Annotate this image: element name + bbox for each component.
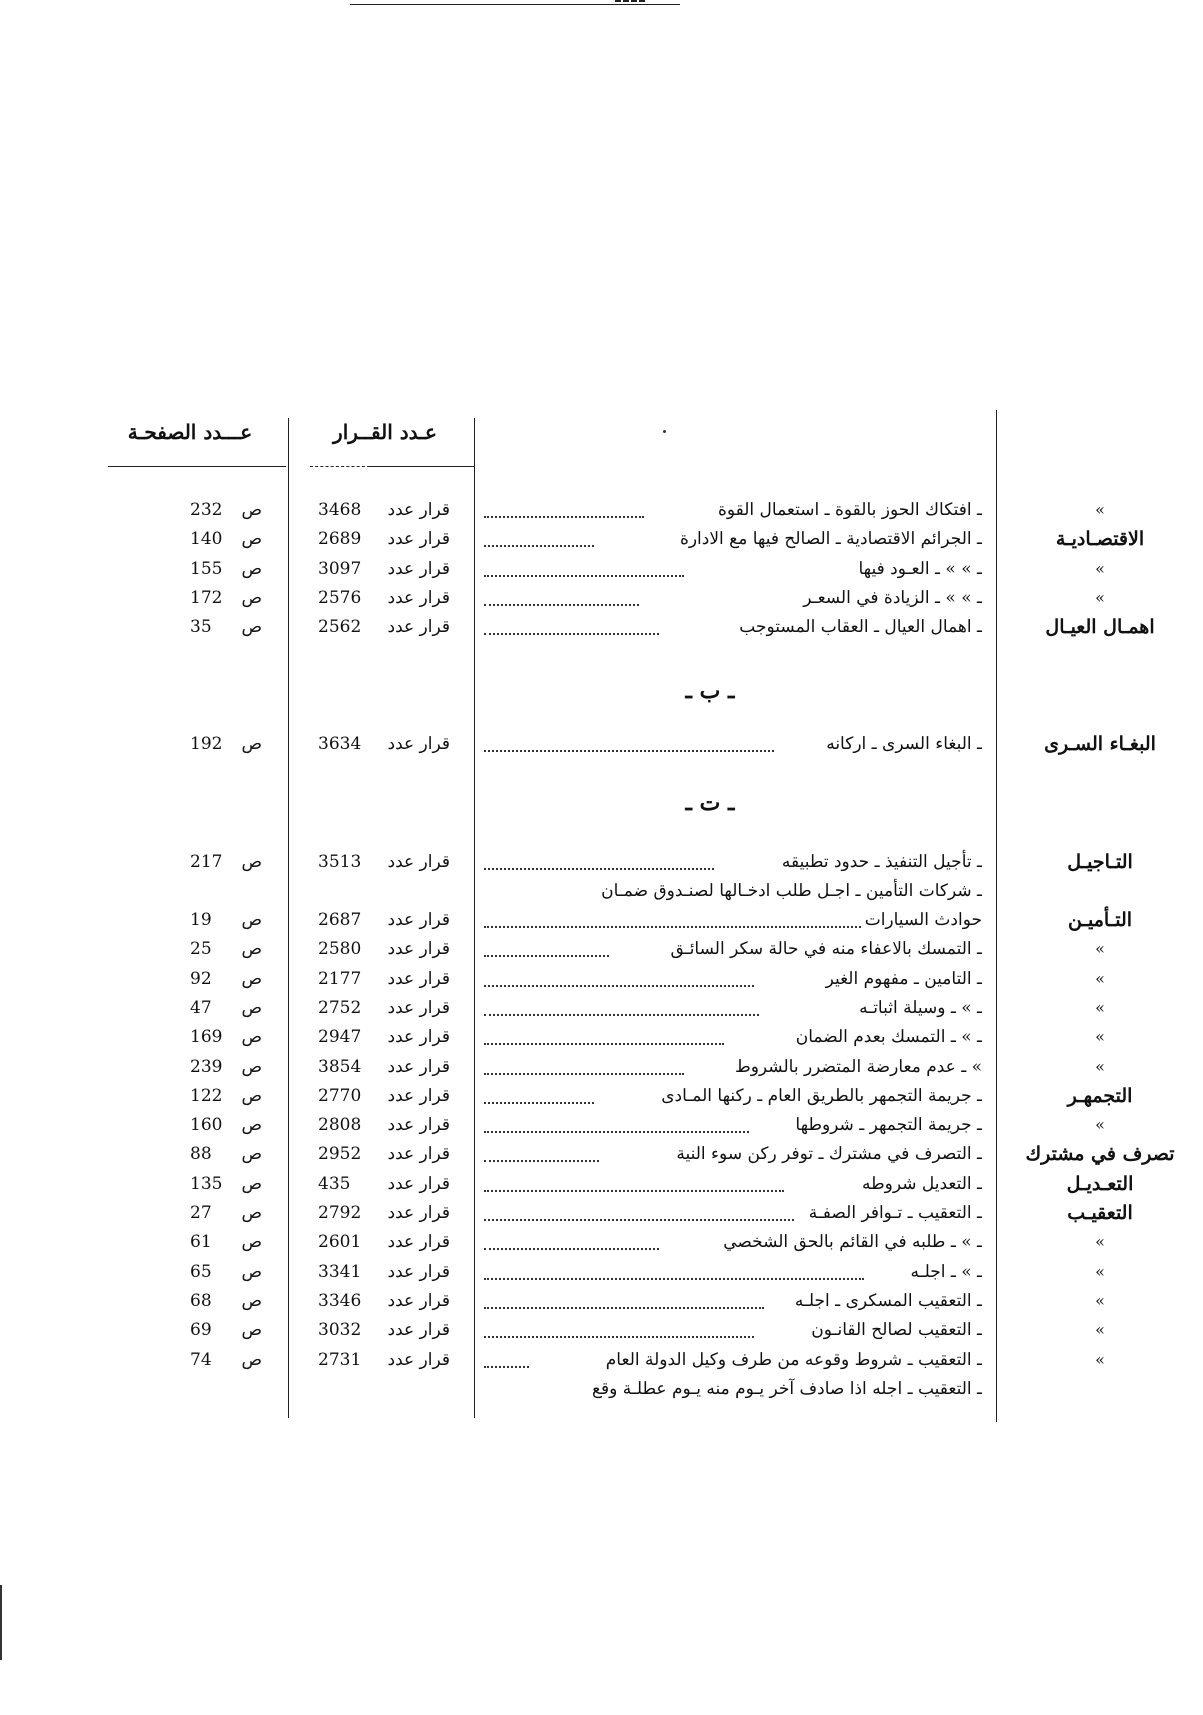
wrapped-entry-line xyxy=(0,877,1203,905)
entry-description xyxy=(482,496,982,524)
entry-text: حوادث السيارات xyxy=(861,910,982,930)
category-label: » xyxy=(1095,1349,1105,1369)
entry-description xyxy=(482,1199,982,1227)
category-label: » xyxy=(1095,558,1105,578)
decision-label: قرار عدد xyxy=(387,1349,450,1370)
entry-description xyxy=(482,555,982,583)
decision-number: 3513 xyxy=(318,852,362,872)
entry-text: ـ التامين ـ مفهوم الغير xyxy=(822,969,982,989)
table-row xyxy=(0,496,1203,524)
entry-text: ـ افتكاك الحوز بالقوة ـ استعمال القوة xyxy=(714,500,982,520)
decision-number-header: عـدد القــرار xyxy=(333,420,437,444)
page-number: 135 xyxy=(190,1173,223,1194)
page-number: 35 xyxy=(190,617,212,638)
decision-number: 2770 xyxy=(318,1085,362,1106)
page-label: ص xyxy=(241,1056,262,1077)
entry-description xyxy=(482,1053,982,1081)
category-label: » xyxy=(1095,1232,1105,1252)
table-row xyxy=(0,1316,1203,1344)
page-label: ص xyxy=(241,1027,262,1048)
table-row xyxy=(0,994,1203,1022)
table-row xyxy=(0,906,1203,934)
decision-number: 3634 xyxy=(318,734,362,754)
page-label: ص xyxy=(241,852,262,872)
page-label: ص xyxy=(241,529,262,550)
page-label: ص xyxy=(241,587,262,608)
decision-number: 2601 xyxy=(318,1232,362,1253)
decision-number: 2731 xyxy=(318,1349,362,1370)
decision-number: 2947 xyxy=(318,1027,362,1048)
entry-text: ـ » ـ التمسك بعدم الضمان xyxy=(792,1027,982,1047)
entry-text: ـ جريمة التجمهر بالطريق العام ـ ركنها المـادى xyxy=(657,1086,982,1106)
category-label: التعقيـب xyxy=(1067,1202,1133,1224)
decision-label: قرار عدد xyxy=(387,1144,450,1165)
category-label: » xyxy=(1095,587,1105,607)
page-label: ص xyxy=(241,1320,262,1341)
table-row xyxy=(0,848,1203,876)
page-label: ص xyxy=(241,734,262,754)
page-count-header: عـــدد الصفحـة xyxy=(127,420,253,444)
table-row xyxy=(0,730,1203,758)
page-label: ص xyxy=(241,1261,262,1282)
page-number: 27 xyxy=(190,1203,212,1223)
page-label: ص xyxy=(241,1232,262,1253)
decision-label: قرار عدد xyxy=(387,587,450,608)
decision-label: قرار عدد xyxy=(387,1115,450,1136)
entry-description xyxy=(482,584,982,612)
category-label: التـاجيـل xyxy=(1067,851,1133,873)
entry-description xyxy=(482,1023,982,1051)
table-row xyxy=(0,525,1203,553)
entry-text: ـ » » ـ العـود فيها xyxy=(855,559,983,579)
decision-number: 3341 xyxy=(318,1261,362,1282)
page-label: ص xyxy=(241,500,262,520)
entry-description xyxy=(482,935,982,963)
decision-label: قرار عدد xyxy=(387,500,450,520)
decision-label: قرار عدد xyxy=(387,558,450,579)
decision-label: قرار عدد xyxy=(387,617,450,638)
category-label: تصرف في مشترك xyxy=(1025,1143,1175,1166)
decision-label: قرار عدد xyxy=(387,910,450,930)
entry-description xyxy=(482,1316,982,1344)
entry-text: ـ التعقيب المسكرى ـ اجلـه xyxy=(791,1291,982,1311)
entry-text: ـ التصرف في مشترك ـ توفر ركن سوء النية xyxy=(672,1144,982,1164)
decision-label: قرار عدد xyxy=(387,1232,450,1253)
category-label: » xyxy=(1095,1027,1105,1047)
entry-description xyxy=(482,848,982,876)
page-label: ص xyxy=(241,558,262,579)
table-row xyxy=(0,1053,1203,1081)
entry-text: ـ اهمال العيال ـ العقاب المستوجب xyxy=(735,617,982,637)
page-label: ص xyxy=(241,968,262,989)
decision-label: قرار عدد xyxy=(387,1056,450,1077)
page-number: 47 xyxy=(190,997,212,1018)
decision-label: قرار عدد xyxy=(387,1261,450,1282)
table-row xyxy=(0,1258,1203,1286)
page-label: ص xyxy=(241,997,262,1018)
page-number: 68 xyxy=(190,1290,212,1311)
entry-text: ـ التمسك بالاعفاء منه في حالة سكر السائـق xyxy=(667,939,982,959)
decision-label: قرار عدد xyxy=(387,529,450,550)
page-number: 19 xyxy=(190,910,212,930)
decision-label: قرار عدد xyxy=(387,1085,450,1106)
decision-label: قرار عدد xyxy=(387,1173,450,1194)
entry-text: ـ التعقيب لصالح القانـون xyxy=(807,1320,982,1340)
page-label: ص xyxy=(241,1173,262,1194)
category-label: » xyxy=(1095,997,1105,1017)
decision-number: 2177 xyxy=(318,968,362,989)
entry-text: ـ » » ـ الزيادة في السعـر xyxy=(799,588,982,608)
page-label: ص xyxy=(241,910,262,930)
decision-number: 2752 xyxy=(318,997,362,1018)
table-row xyxy=(0,1170,1203,1198)
category-label: البغـاء السـرى xyxy=(1044,733,1156,755)
page-label: ص xyxy=(241,1203,262,1223)
page-number: 88 xyxy=(190,1144,212,1165)
category-label: » xyxy=(1095,1261,1105,1281)
entry-description xyxy=(482,1258,982,1286)
decision-header-dash xyxy=(310,466,370,467)
entry-description: ـ التعقيب ـ اجله اذا صادف آخر يـوم منه يـوم عطلـة وقع xyxy=(591,1378,982,1399)
page-label: ص xyxy=(241,617,262,638)
decision-label: قرار عدد xyxy=(387,734,450,754)
category-label: التجمهـر xyxy=(1067,1084,1133,1107)
category-label: التعـديـل xyxy=(1066,1172,1134,1195)
table-row xyxy=(0,1287,1203,1315)
page-number: 65 xyxy=(190,1261,212,1282)
section-letter-t: ـ ت ـ xyxy=(685,790,735,816)
entry-text: ـ جريمة التجمهر ـ شروطها xyxy=(791,1115,982,1135)
entry-text: ـ الجرائم الاقتصادية ـ الصالح فيها مع الادارة xyxy=(676,529,982,549)
decision-header-underline xyxy=(370,466,474,467)
table-row xyxy=(0,935,1203,963)
page-number: 217 xyxy=(190,852,223,872)
page-number: 160 xyxy=(190,1115,223,1136)
trailing-entry-line xyxy=(0,1375,1203,1403)
page-label: ص xyxy=(241,1085,262,1106)
decision-number: 2689 xyxy=(318,529,362,550)
section-letter-b: ـ ب ـ xyxy=(685,678,735,704)
page-label: ص xyxy=(241,939,262,960)
entry-text: ـ » ـ وسيلة اثباتـه xyxy=(855,998,982,1018)
entry-description xyxy=(482,994,982,1022)
entry-description: ـ شركات التأمين ـ اجـل طلب ادخـالها لصنـدوق ضمـان xyxy=(601,881,982,901)
entry-description xyxy=(482,1111,982,1139)
entry-text: ـ تأجيل التنفيذ ـ حدود تطبيقه xyxy=(778,852,982,872)
decision-number: 3032 xyxy=(318,1320,362,1341)
category-label: » xyxy=(1095,968,1105,988)
category-label: » xyxy=(1095,1290,1105,1310)
entry-description xyxy=(482,1287,982,1315)
table-row xyxy=(0,1140,1203,1168)
entry-description xyxy=(482,1140,982,1168)
page-number: 172 xyxy=(190,587,223,608)
entry-description xyxy=(482,525,982,553)
page-label: ص xyxy=(241,1349,262,1370)
decision-number: 2580 xyxy=(318,939,362,960)
decision-number: 3468 xyxy=(318,500,362,520)
table-row xyxy=(0,965,1203,993)
decision-number: 3346 xyxy=(318,1290,362,1311)
decision-label: قرار عدد xyxy=(387,1027,450,1048)
table-row xyxy=(0,1228,1203,1256)
decision-label: قرار عدد xyxy=(387,968,450,989)
category-label: » xyxy=(1095,1320,1105,1340)
entry-description xyxy=(482,1082,982,1110)
entry-text: ـ التعديل شروطه xyxy=(858,1174,982,1194)
top-dash-mark xyxy=(615,0,645,2)
entry-text: ـ التعقيب ـ تـوافر الصفـة xyxy=(805,1203,982,1223)
category-label: التـأميـن xyxy=(1067,909,1133,931)
table-row xyxy=(0,1023,1203,1051)
category-label: الاقتصـاديـة xyxy=(1055,528,1145,551)
decision-number: 435 xyxy=(318,1173,351,1194)
category-label: » xyxy=(1095,1056,1105,1076)
entry-description xyxy=(482,613,982,641)
table-row xyxy=(0,1346,1203,1374)
page-number: 122 xyxy=(190,1085,223,1106)
entry-text: ـ » ـ اجلـه xyxy=(906,1262,982,1282)
entry-text: ـ التعقيب ـ شروط وقوعه من طرف وكيل الدولة العام xyxy=(602,1350,982,1370)
page-number: 74 xyxy=(190,1349,212,1370)
category-label: » xyxy=(1095,500,1105,519)
decision-number: 2562 xyxy=(318,617,362,638)
table-row xyxy=(0,1111,1203,1139)
page-number: 140 xyxy=(190,529,223,550)
entry-text: ـ » ـ طلبه في القائم بالحق الشخصي xyxy=(719,1232,982,1252)
page-number: 169 xyxy=(190,1027,223,1048)
stray-dot xyxy=(663,430,666,433)
entry-text: » ـ عدم معارضة المتضرر بالشروط xyxy=(731,1057,982,1077)
decision-label: قرار عدد xyxy=(387,1290,450,1311)
decision-number: 2808 xyxy=(318,1115,362,1136)
page-number: 232 xyxy=(190,500,223,520)
decision-number: 2952 xyxy=(318,1144,362,1165)
page-header-underline xyxy=(108,466,286,467)
page-number: 69 xyxy=(190,1320,212,1341)
entry-description xyxy=(482,1170,982,1198)
decision-number: 2687 xyxy=(318,910,362,930)
table-row xyxy=(0,1082,1203,1110)
decision-number: 2792 xyxy=(318,1203,362,1223)
page-number: 239 xyxy=(190,1056,223,1077)
decision-label: قرار عدد xyxy=(387,852,450,872)
category-label: » xyxy=(1095,1115,1105,1135)
category-label: » xyxy=(1095,939,1105,959)
decision-number: 2576 xyxy=(318,587,362,608)
entry-description xyxy=(482,965,982,993)
table-row xyxy=(0,555,1203,583)
entry-description xyxy=(482,906,982,934)
table-row xyxy=(0,584,1203,612)
table-row xyxy=(0,1199,1203,1227)
table-row xyxy=(0,613,1203,641)
page-number: 25 xyxy=(190,939,212,960)
page-number: 61 xyxy=(190,1232,212,1253)
page-label: ص xyxy=(241,1290,262,1311)
entry-description xyxy=(482,1228,982,1256)
top-rule xyxy=(350,4,680,5)
decision-label: قرار عدد xyxy=(387,939,450,960)
page-number: 155 xyxy=(190,558,223,579)
category-label: اهمـال العيـال xyxy=(1045,616,1155,639)
page-number: 192 xyxy=(190,734,223,754)
entry-description xyxy=(482,1346,982,1374)
decision-label: قرار عدد xyxy=(387,1320,450,1341)
entry-description xyxy=(482,730,982,758)
left-margin-mark xyxy=(0,1585,2,1660)
page-label: ص xyxy=(241,1144,262,1165)
decision-number: 3854 xyxy=(318,1056,362,1077)
entry-text: ـ البغاء السرى ـ اركانه xyxy=(822,734,982,754)
page-number: 92 xyxy=(190,968,212,989)
decision-label: قرار عدد xyxy=(387,1203,450,1223)
page-label: ص xyxy=(241,1115,262,1136)
decision-number: 3097 xyxy=(318,558,362,579)
decision-label: قرار عدد xyxy=(387,997,450,1018)
